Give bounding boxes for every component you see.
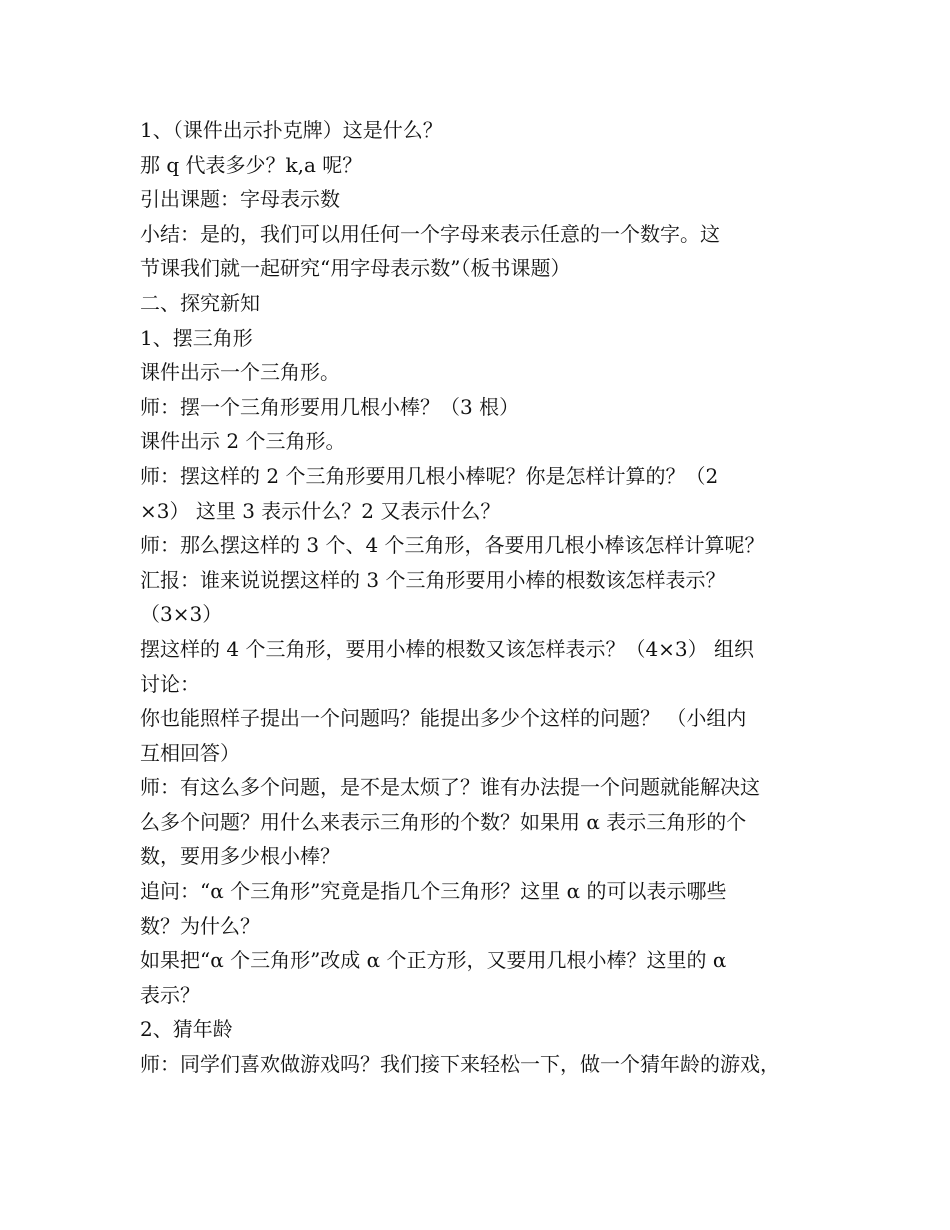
text-line: 么多个问题？用什么来表示三角形的个数？如果用 α 表示三角形的个 bbox=[140, 809, 747, 834]
text-line: 小结：是的，我们可以用任何一个字母来表示任意的一个数字。这 bbox=[140, 221, 720, 246]
text-line: 师：同学们喜欢做游戏吗？我们接下来轻松一下，做一个猜年龄的游戏， bbox=[140, 1052, 780, 1077]
text-line: 讨论： bbox=[140, 671, 200, 696]
text-line: 课件出示一个三角形。 bbox=[140, 360, 340, 385]
text-line: 师：摆这样的 2 个三角形要用几根小棒呢？你是怎样计算的？（2 bbox=[140, 463, 719, 488]
text-line: ×3） 这里 3 表示什么？2 又表示什么？ bbox=[140, 498, 501, 523]
text-line: 如果把“α 个三角形”改成 α 个正方形，又要用几根小棒？这里的 α bbox=[140, 948, 727, 973]
text-line: 那 q 代表多少？k,a 呢？ bbox=[140, 152, 363, 177]
section-heading: 二、探究新知 bbox=[140, 290, 260, 315]
text-line: 你也能照样子提出一个问题吗？能提出多少个这样的问题？ （小组内 bbox=[140, 706, 747, 731]
text-line: 课件出示 2 个三角形。 bbox=[140, 429, 346, 454]
text-line: 师：有这么多个问题，是不是太烦了？谁有办法提一个问题就能解决这 bbox=[140, 775, 760, 800]
text-line: 1、（课件出示扑克牌）这是什么？ bbox=[140, 118, 443, 142]
text-line: 表示？ bbox=[140, 982, 200, 1007]
text-line: 师：摆一个三角形要用几根小棒？（3 根） bbox=[140, 394, 520, 419]
text-line: （3×3） bbox=[140, 602, 223, 627]
text-line: 师：那么摆这样的 3 个、4 个三角形，各要用几根小棒该怎样计算呢？ bbox=[140, 533, 765, 558]
text-line: 数？为什么？ bbox=[140, 913, 260, 938]
text-line: 节课我们就一起研究“用字母表示数”（板书课题） bbox=[140, 256, 571, 281]
text-line: 引出课题：字母表示数 bbox=[140, 187, 340, 212]
subsection-heading: 1、摆三角形 bbox=[140, 325, 253, 350]
subsection-heading: 2、猜年龄 bbox=[140, 1017, 233, 1042]
document-body bbox=[140, 113, 820, 1082]
text-line: 追问：“α 个三角形”究竟是指几个三角形？这里 α 的可以表示哪些 bbox=[140, 879, 727, 904]
text-line: 互相回答） bbox=[140, 740, 240, 765]
text-line: 摆这样的 4 个三角形，要用小棒的根数又该怎样表示？（4×3） 组织 bbox=[140, 636, 755, 661]
text-line: 数，要用多少根小棒？ bbox=[140, 844, 340, 869]
text-line: 汇报：谁来说说摆这样的 3 个三角形要用小棒的根数该怎样表示？ bbox=[140, 567, 726, 592]
